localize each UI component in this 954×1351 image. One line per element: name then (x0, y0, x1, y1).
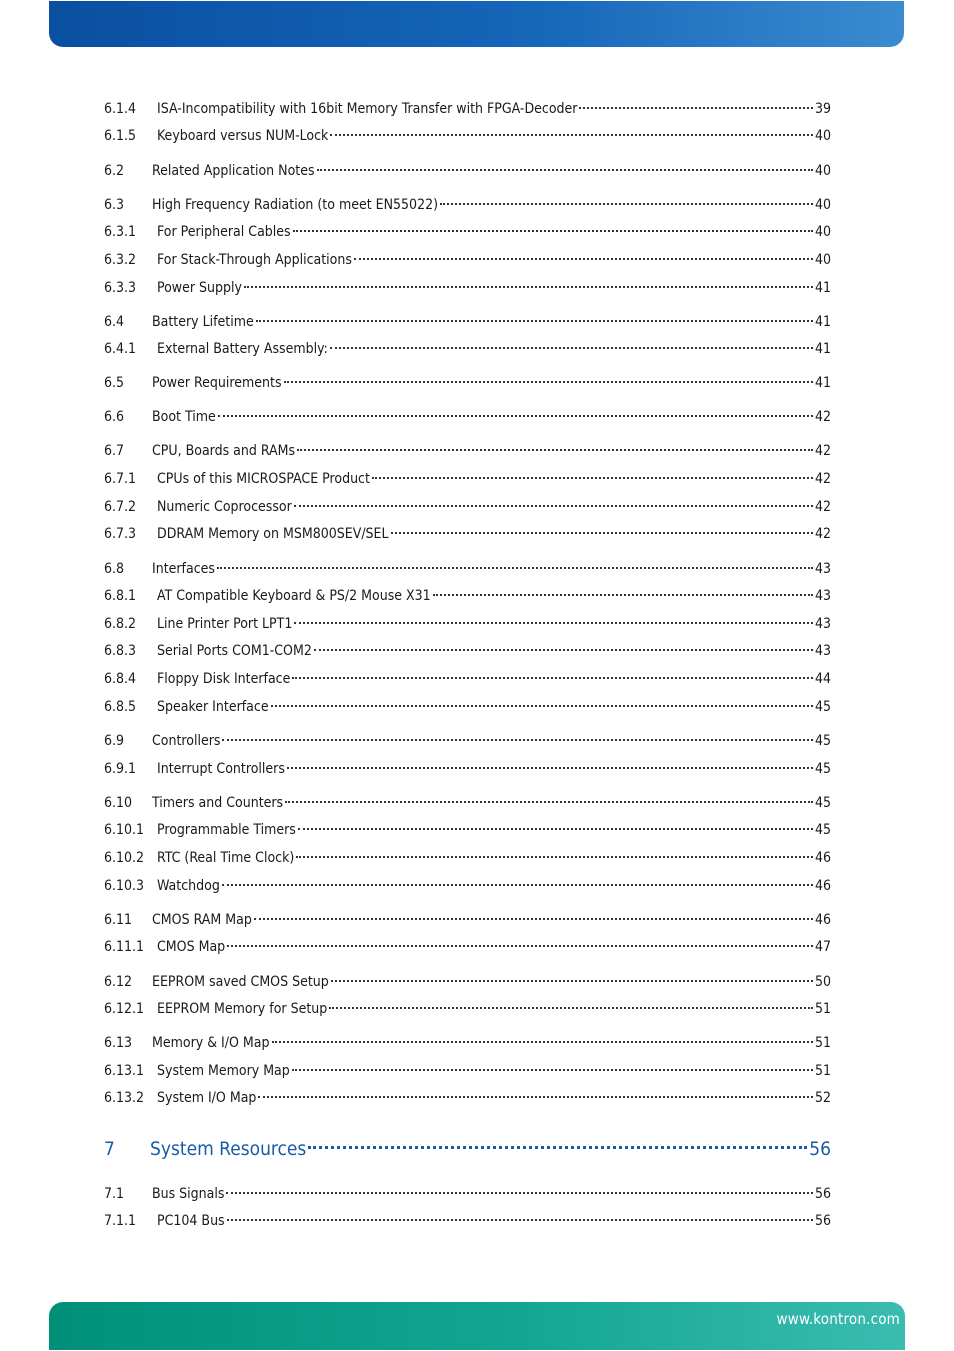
toc-entry[interactable] (104, 559, 831, 579)
toc-entry-page: 41 (814, 314, 831, 330)
toc-entry-title: Programmable Timers (157, 822, 296, 838)
toc-entry-title: Bus Signals (152, 1186, 225, 1202)
toc-entry-page: 51 (814, 1035, 831, 1051)
toc-entry-page: 42 (814, 499, 831, 515)
toc-entry-title: System Memory Map (157, 1063, 290, 1079)
toc-entry-page: 52 (814, 1090, 831, 1106)
toc-dot-leader (329, 1007, 813, 1009)
toc-entry-page: 43 (814, 588, 831, 604)
toc-entry[interactable] (104, 250, 831, 270)
toc-entry-title: Floppy Disk Interface (157, 671, 291, 687)
toc-entry-page: 56 (814, 1186, 831, 1202)
toc-entry-title: For Peripheral Cables (157, 224, 291, 240)
toc-dot-leader (294, 622, 813, 624)
toc-entry[interactable] (104, 820, 831, 840)
toc-dot-leader (227, 1219, 813, 1221)
toc-entry-number: 6.8.4 (104, 671, 137, 687)
toc-entry-page: 42 (814, 443, 831, 459)
toc-entry[interactable] (104, 876, 831, 896)
toc-entry[interactable] (104, 1211, 831, 1231)
toc-dot-leader (330, 134, 813, 136)
toc-entry-number: 6.9 (104, 733, 125, 749)
toc-entry-page: 51 (814, 1063, 831, 1079)
toc-entry-number: 6.3 (104, 197, 125, 213)
toc-entry-title: CMOS Map (157, 939, 226, 955)
toc-dot-leader (285, 801, 813, 803)
toc-entry[interactable] (104, 793, 831, 813)
toc-entry-number: 6.12.1 (104, 1001, 145, 1017)
toc-entry-number: 6.2 (104, 163, 125, 179)
toc-entry-title: EEPROM saved CMOS Setup (152, 974, 329, 990)
toc-entry-title: ISA-Incompatibility with 16bit Memory Transfer with FPGA-Decoder (157, 101, 578, 117)
toc-entry-title: High Frequency Radiation (to meet EN55022) (152, 197, 439, 213)
toc-entry-title: Controllers (152, 733, 221, 749)
toc-entry-number: 6.12 (104, 974, 133, 990)
toc-entry-page: 39 (814, 101, 831, 117)
toc-entry-number: 6.3.3 (104, 280, 137, 296)
toc-entry-page: 42 (814, 526, 831, 542)
toc-entry-title: Memory & I/O Map (152, 1035, 270, 1051)
toc-entry[interactable] (104, 614, 831, 634)
toc-entry[interactable] (104, 937, 831, 957)
toc-entry-page: 42 (814, 409, 831, 425)
toc-entry-number: 6.5 (104, 375, 125, 391)
toc-entry-number: 6.7.3 (104, 526, 137, 542)
toc-dot-leader (217, 567, 813, 569)
toc-dot-leader (308, 1146, 807, 1149)
toc-entry-number: 7.1.1 (104, 1213, 137, 1229)
toc-entry-title: System I/O Map (157, 1090, 257, 1106)
toc-entry[interactable] (104, 586, 831, 606)
toc-entry[interactable] (104, 669, 831, 689)
toc-entry-page: 46 (814, 912, 831, 928)
toc-entry-number: 6.10.2 (104, 850, 145, 866)
toc-entry-number: 6.7.1 (104, 471, 137, 487)
toc-entry[interactable] (104, 469, 831, 489)
footer-website-url[interactable]: www.kontron.com (776, 1310, 900, 1328)
toc-entry[interactable] (104, 99, 831, 119)
toc-dot-leader (256, 320, 813, 322)
header-band (49, 1, 904, 47)
toc-entry-number: 6.10 (104, 795, 133, 811)
toc-dot-leader (354, 258, 813, 260)
toc-entry-title: External Battery Assembly: (157, 341, 328, 357)
toc-entry-number: 6.13.2 (104, 1090, 145, 1106)
toc-entry[interactable] (104, 910, 831, 930)
toc-entry-title: Serial Ports COM1-COM2 (157, 643, 312, 659)
toc-entry-page: 41 (814, 341, 831, 357)
toc-chapter-entry[interactable] (104, 1135, 831, 1163)
toc-dot-leader (296, 856, 813, 858)
toc-entry[interactable] (104, 407, 831, 427)
toc-entry-page: 44 (814, 671, 831, 687)
toc-entry-page: 56 (814, 1213, 831, 1229)
toc-dot-leader (227, 945, 813, 947)
toc-entry[interactable] (104, 441, 831, 461)
toc-entry-number: 6.8.3 (104, 643, 137, 659)
toc-entry-number: 6.10.3 (104, 878, 145, 894)
toc-entry-number: 6.3.1 (104, 224, 137, 240)
toc-entry-page: 41 (814, 375, 831, 391)
toc-entry-page: 40 (814, 163, 831, 179)
toc-dot-leader (226, 1192, 813, 1194)
toc-entry-title: PC104 Bus (157, 1213, 225, 1229)
toc-entry-page: 42 (814, 471, 831, 487)
toc-entry-title: Battery Lifetime (152, 314, 254, 330)
toc-entry-number: 6.8.2 (104, 616, 137, 632)
toc-entry-title: Watchdog (157, 878, 220, 894)
toc-entry-page: 56 (809, 1138, 831, 1160)
toc-entry-number: 6.10.1 (104, 822, 145, 838)
toc-entry-number: 6.8 (104, 561, 125, 577)
toc-entry-page: 45 (814, 761, 831, 777)
toc-entry-page: 40 (814, 252, 831, 268)
toc-entry-page: 47 (814, 939, 831, 955)
toc-entry[interactable] (104, 524, 831, 544)
toc-entry-title: CPUs of this MICROSPACE Product (157, 471, 370, 487)
toc-entry-number: 6.8.5 (104, 699, 137, 715)
toc-dot-leader (222, 739, 812, 741)
toc-entry-number: 6.13.1 (104, 1063, 145, 1079)
toc-entry-number: 6.4 (104, 314, 125, 330)
toc-dot-leader (254, 918, 813, 920)
toc-dot-leader (292, 677, 813, 679)
toc-entry-title: For Stack-Through Applications (157, 252, 352, 268)
toc-entry-title: CPU, Boards and RAMs (152, 443, 296, 459)
toc-entry-page: 40 (814, 128, 831, 144)
toc-entry-page: 43 (814, 643, 831, 659)
toc-entry-title: Speaker Interface (157, 699, 269, 715)
toc-entry-number: 6.13 (104, 1035, 133, 1051)
toc-entry-number: 6.4.1 (104, 341, 137, 357)
toc-entry[interactable] (104, 161, 831, 181)
toc-entry-number: 6.1.5 (104, 128, 137, 144)
toc-entry-page: 51 (814, 1001, 831, 1017)
toc-entry[interactable] (104, 126, 831, 146)
toc-entry-title: Numeric Coprocessor (157, 499, 292, 515)
toc-entry-title: Related Application Notes (152, 163, 315, 179)
toc-entry-title: Timers and Counters (152, 795, 284, 811)
toc-dot-leader (297, 449, 813, 451)
toc-entry[interactable] (104, 222, 831, 242)
toc-entry[interactable] (104, 848, 831, 868)
toc-entry-number: 6.3.2 (104, 252, 137, 268)
toc-entry[interactable] (104, 312, 831, 332)
toc-entry-title: Interrupt Controllers (157, 761, 285, 777)
toc-entry-title: CMOS RAM Map (152, 912, 252, 928)
toc-entry-page: 41 (814, 280, 831, 296)
toc-entry-page: 45 (814, 795, 831, 811)
toc-entry-number: 6.6 (104, 409, 125, 425)
toc-entry[interactable] (104, 641, 831, 661)
toc-dot-leader (317, 169, 813, 171)
toc-dot-leader (294, 505, 813, 507)
toc-entry-number: 6.7.2 (104, 499, 137, 515)
toc-dot-leader (579, 107, 813, 109)
toc-entry-page: 50 (814, 974, 831, 990)
toc-entry-title: AT Compatible Keyboard & PS/2 Mouse X31 (157, 588, 431, 604)
toc-dot-leader (372, 477, 813, 479)
toc-entry[interactable] (104, 278, 831, 298)
toc-dot-leader (287, 767, 813, 769)
toc-entry-number: 6.7 (104, 443, 125, 459)
toc-entry-title: Line Printer Port LPT1 (157, 616, 293, 632)
toc-entry[interactable] (104, 497, 831, 517)
toc-dot-leader (331, 980, 813, 982)
toc-entry-number: 6.11.1 (104, 939, 145, 955)
toc-dot-leader (292, 1069, 813, 1071)
toc-entry-title: System Resources (150, 1138, 307, 1160)
toc-dot-leader (222, 884, 813, 886)
toc-entry-title: Power Requirements (152, 375, 282, 391)
toc-entry-page: 46 (814, 850, 831, 866)
toc-entry[interactable] (104, 1033, 831, 1053)
toc-dot-leader (314, 649, 813, 651)
toc-entry[interactable] (104, 972, 831, 992)
toc-entry[interactable] (104, 195, 831, 215)
toc-dot-leader (330, 347, 813, 349)
toc-entry-title: Boot Time (152, 409, 216, 425)
toc-entry-number: 6.1.4 (104, 101, 137, 117)
toc-entry[interactable] (104, 999, 831, 1019)
toc-dot-leader (293, 230, 813, 232)
toc-entry-number: 6.8.1 (104, 588, 137, 604)
toc-entry[interactable] (104, 731, 831, 751)
toc-entry-page: 46 (814, 878, 831, 894)
toc-entry-page: 45 (814, 699, 831, 715)
toc-entry-number: 6.9.1 (104, 761, 137, 777)
toc-dot-leader (272, 1041, 813, 1043)
toc-entry-page: 40 (814, 224, 831, 240)
toc-entry-page: 45 (814, 733, 831, 749)
toc-dot-leader (298, 828, 813, 830)
toc-entry-page: 43 (814, 561, 831, 577)
toc-dot-leader (244, 286, 813, 288)
toc-dot-leader (218, 415, 813, 417)
toc-entry-number: 6.11 (104, 912, 133, 928)
toc-entry-title: Interfaces (152, 561, 215, 577)
toc-entry[interactable] (104, 339, 831, 359)
toc-entry-title: DDRAM Memory on MSM800SEV/SEL (157, 526, 389, 542)
toc-entry-page: 43 (814, 616, 831, 632)
toc-entry-page: 40 (814, 197, 831, 213)
toc-entry-page: 45 (814, 822, 831, 838)
toc-entry[interactable] (104, 1088, 831, 1108)
toc-entry[interactable] (104, 1184, 831, 1204)
toc-dot-leader (284, 381, 813, 383)
toc-dot-leader (433, 594, 813, 596)
toc-entry-number: 7.1 (104, 1186, 125, 1202)
toc-entry-title: Power Supply (157, 280, 242, 296)
toc-dot-leader (440, 203, 813, 205)
toc-entry-number: 7 (104, 1138, 115, 1160)
toc-entry-title: Keyboard versus NUM-Lock (157, 128, 329, 144)
toc-entry-title: EEPROM Memory for Setup (157, 1001, 328, 1017)
toc-dot-leader (271, 705, 813, 707)
toc-entry[interactable] (104, 697, 831, 717)
toc-entry-title: RTC (Real Time Clock) (157, 850, 295, 866)
toc-entry[interactable] (104, 1061, 831, 1081)
toc-dot-leader (391, 532, 813, 534)
toc-entry[interactable] (104, 373, 831, 393)
toc-entry[interactable] (104, 759, 831, 779)
toc-dot-leader (258, 1096, 813, 1098)
